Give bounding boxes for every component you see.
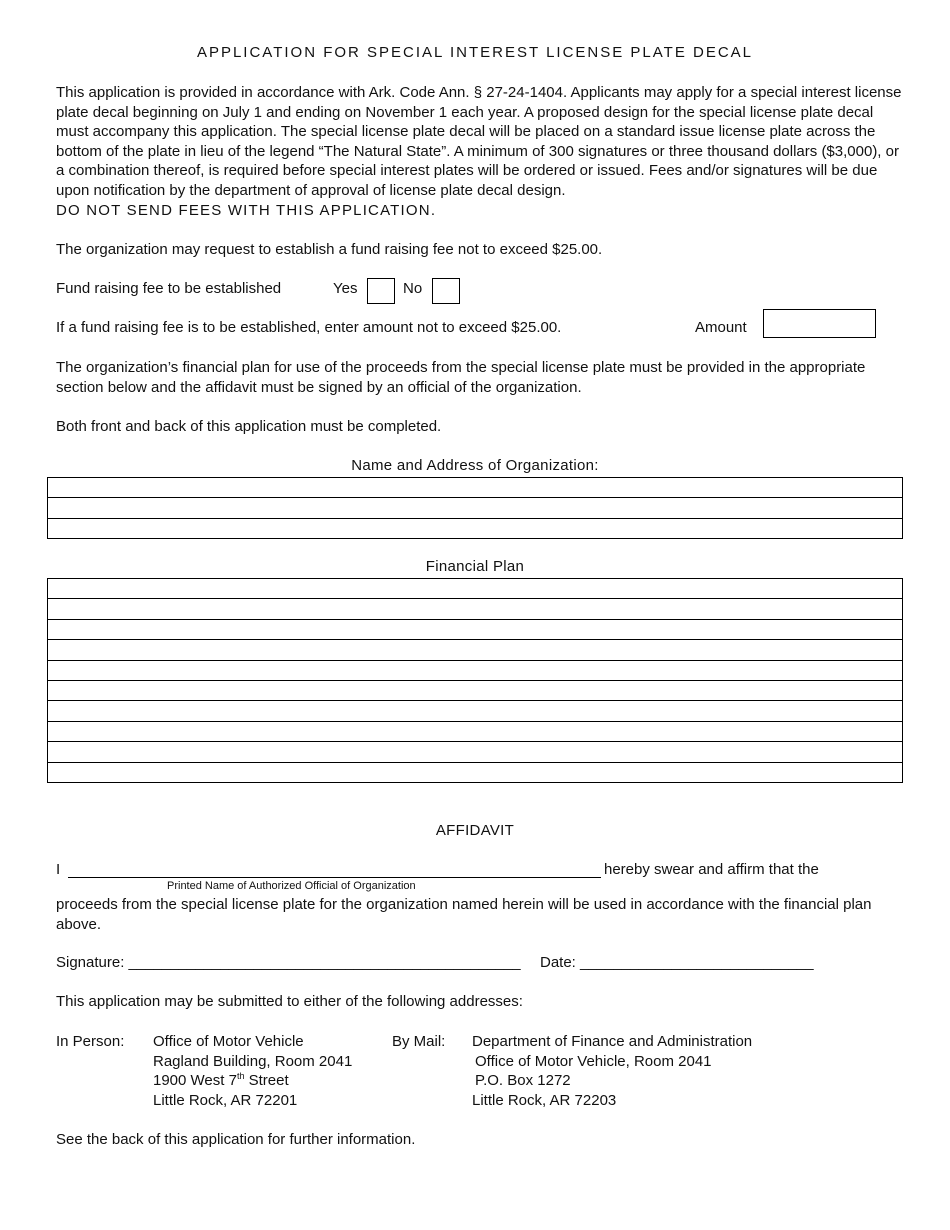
intro-text: This application is provided in accordance with Ark. Code Ann. § 27-24-1404. Applicants may apply for a special interest license plate decal beginning on July 1 and ending on November 1 each year. A proposed design for the special license plate decal must accompany this application. The special license plate decal will be placed on a standard issue license plate across the bottom of the plate in lieu of the legend “The Natural State”. A minimum of 300 signatures or three thousand dollars ($3,000), or a combination thereof, is required before special interest plates will be ordered or issued. Fees and/or signatures will be due upon notification by the department of approval of license plate decal design. [56, 84, 902, 199]
org-address-row[interactable] [48, 519, 902, 539]
in-person-address [153, 1032, 352, 1110]
financial-plan-row[interactable] [48, 661, 902, 681]
amount-instruction: If a fund raising fee is to be established, enter amount not to exceed $25.00. [56, 319, 562, 336]
printed-name-caption: Printed Name of Authorized Official of Organization [167, 880, 416, 892]
no-fees-warning: DO NOT SEND FEES WITH THIS APPLICATION. [56, 201, 437, 219]
by-mail-label: By Mail: [392, 1033, 446, 1050]
affidavit-heading: AFFIDAVIT [435, 822, 515, 839]
in-person-line: 1900 West 7th Street [153, 1071, 289, 1090]
financial-plan-row[interactable] [48, 681, 902, 701]
yes-checkbox[interactable] [367, 278, 395, 304]
financial-plan-note: The organization’s financial plan for use of the proceeds from the special license plate must be provided in the appropriate section below and the affidavit must be signed by an official of the organization. [56, 359, 866, 396]
date-field[interactable]: Date: ____________________________ [540, 954, 814, 971]
by-mail-line: Office of Motor Vehicle, Room 2041 [475, 1052, 712, 1070]
in-person-line: Ragland Building, Room 2041 [153, 1052, 353, 1070]
financial-plan-row[interactable] [48, 722, 902, 742]
org-address-row[interactable] [48, 478, 902, 498]
affidavit-continuation: proceeds from the special license plate for the organization named herein will be used in accordance with the financial plan above. [56, 896, 872, 933]
org-section-label: Name and Address of Organization: [351, 457, 599, 474]
affidavit-swear-text: hereby swear and affirm that the [604, 861, 819, 878]
in-person-line: Little Rock, AR 72201 [153, 1091, 298, 1109]
by-mail-line: Little Rock, AR 72203 [472, 1091, 617, 1109]
financial-plan-row[interactable] [48, 640, 902, 660]
both-sides-note: Both front and back of this application must be completed. [56, 418, 442, 435]
financial-plan-row[interactable] [48, 620, 902, 640]
affidavit-prefix: I [56, 861, 61, 878]
no-label: No [403, 280, 423, 297]
by-mail-address [472, 1032, 752, 1110]
financial-plan-label: Financial Plan [425, 558, 525, 575]
amount-label: Amount [695, 319, 747, 336]
footer-note: See the back of this application for further information. [56, 1131, 416, 1148]
financial-plan-row[interactable] [48, 763, 902, 783]
financial-plan-table [47, 578, 903, 783]
page-title: APPLICATION FOR SPECIAL INTEREST LICENSE PLATE DECAL [196, 44, 754, 61]
org-address-row[interactable] [48, 498, 902, 518]
by-mail-line: Department of Finance and Administration [472, 1033, 753, 1050]
fund-fee-label: Fund raising fee to be established [56, 280, 282, 297]
org-address-table [47, 477, 903, 539]
intro-paragraph [56, 83, 906, 220]
in-person-label: In Person: [56, 1033, 125, 1050]
no-checkbox[interactable] [432, 278, 460, 304]
submit-note: This application may be submitted to either of the following addresses: [56, 993, 523, 1010]
by-mail-line: P.O. Box 1272 [475, 1072, 571, 1090]
in-person-line: Office of Motor Vehicle [153, 1033, 304, 1050]
financial-plan-row[interactable] [48, 742, 902, 762]
signature-field[interactable]: Signature: _______________________________________________ [56, 954, 521, 971]
printed-name-line[interactable] [68, 877, 601, 878]
financial-plan-row[interactable] [48, 599, 902, 619]
financial-plan-row[interactable] [48, 701, 902, 721]
financial-plan-row[interactable] [48, 579, 902, 599]
yes-label: Yes [333, 280, 358, 297]
amount-input[interactable] [763, 309, 876, 338]
fund-fee-note: The organization may request to establish a fund raising fee not to exceed $25.00. [56, 241, 603, 258]
